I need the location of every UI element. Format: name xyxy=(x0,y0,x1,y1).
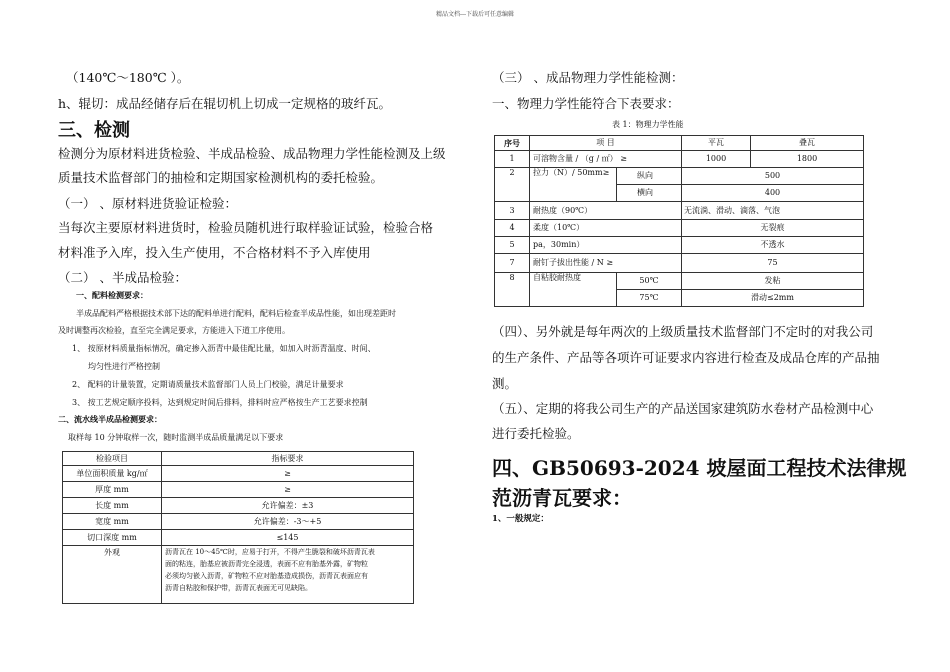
t2-item: 自粘胶耐热度 xyxy=(530,273,617,307)
batching-text-2: 及时调整再次检验，直至完全满足要求，方能进入下道工序使用。 xyxy=(58,326,290,335)
section-heading-inspection: 三、检测 xyxy=(58,120,130,141)
t1-appearance-line: 沥青瓦在 10～45℃时，应易于打开，不得产生脆裂和破坏沥青瓦表 xyxy=(165,548,375,556)
t1-row-value: ≤145 xyxy=(162,530,414,546)
t2-no: 5 xyxy=(495,237,530,254)
t1-appearance-line: 沥青自粘胶和保护带，沥青瓦表面无可见缺陷。 xyxy=(165,584,312,592)
section-heading-standard-1: 四、GB50693-2024 坡屋面工程技术法律规 xyxy=(492,456,907,480)
t2-header-item: 项 目 xyxy=(530,136,682,151)
t2-item: 耐钉子拔出性能 / N ≥ xyxy=(530,254,682,273)
t2-merged-value: 75 xyxy=(682,254,864,273)
t1-row-value: 允许偏差：±3 xyxy=(162,498,414,514)
t2-merged-value: 滑动≤2mm xyxy=(682,290,864,307)
t2-no: 4 xyxy=(495,220,530,237)
t2-merged-value: 400 xyxy=(682,185,864,202)
inspection-intro-1: 检测分为原材料进货检验、半成品检验、成品物理力学性能检测及上级 xyxy=(58,146,446,161)
batching-item-1b: 均匀性进行严格控制 xyxy=(88,362,160,371)
sampling-text: 取样每 10 分钟取样一次，随时监测半成品质量满足以下要求 xyxy=(68,433,284,442)
t2-item: 耐热度（90℃） xyxy=(530,202,682,220)
table-caption: 表 1：物理力学性能 xyxy=(612,120,684,129)
supervision-text-3: 测。 xyxy=(492,376,518,391)
t2-subitem: 75℃ xyxy=(617,290,682,307)
t2-item: 拉力（N）/ 50mm≥ xyxy=(530,168,617,202)
t2-no: 1 xyxy=(495,151,530,168)
roll-cut-text: h、辊切：成品经储存后在辊切机上切成一定规格的玻纤瓦。 xyxy=(58,96,392,111)
t2-merged-value: 发粘 xyxy=(682,273,864,290)
t1-row-value: ≥ xyxy=(162,466,414,482)
t2-no: 8 xyxy=(495,273,530,307)
t1-appearance-text xyxy=(162,546,414,604)
commission-text-1: （五）、定期的将我公司生产的产品送国家建筑防水卷材产品检测中心 xyxy=(492,401,874,416)
t1-row-label: 宽度 mm xyxy=(63,514,162,530)
t2-header-flat: 平瓦 xyxy=(682,136,751,151)
t1-header-item: 检验项目 xyxy=(63,452,162,466)
t2-item: pa，30min） xyxy=(530,237,682,254)
t2-laminated-value: 1800 xyxy=(751,151,864,168)
subsection-semi-product: （二） 、半成品检验： xyxy=(58,270,187,285)
raw-material-text-1: 当每次主要原材料进货时，检验员随机进行取样验证试验，检验合格 xyxy=(58,220,434,235)
subsection-raw-material: （一） 、原材料进货验证检验： xyxy=(58,196,237,211)
t2-merged-value: 不透水 xyxy=(682,237,864,254)
t2-no: 2 xyxy=(495,168,530,202)
batching-text-1: 半成品配料严格根据技术部下达的配料单进行配料，配料后检查半成品性能，如出现差距时 xyxy=(76,309,396,318)
commission-text-2: 进行委托检验。 xyxy=(492,426,580,441)
t2-item: 可溶物含量 / （g / ㎡） ≥ xyxy=(530,151,682,168)
t2-merged-value: 无流淌、滑动、滴落、气泡 xyxy=(682,202,864,220)
batching-item-3: 3、 按工艺规定顺序投料，达到规定时间后排料，排料时应严格按生产工艺要求控制 xyxy=(72,398,368,407)
line-inspection-heading: 二、流水线半成品检测要求： xyxy=(58,414,162,424)
batching-item-2: 2、 配料的计量装置，定期请质量技术监督部门人员上门校验，满足计量要求 xyxy=(72,380,344,389)
subsection-physical-test: （三） 、成品物理力学性能检测： xyxy=(492,70,684,85)
supervision-text-1: （四）、另外就是每年两次的上级质量技术监督部门不定时的对我公司 xyxy=(492,324,874,339)
process-temp-text: （140℃～180℃ ）。 xyxy=(66,70,190,85)
physical-properties-table xyxy=(494,135,864,307)
t2-flat-value: 1000 xyxy=(682,151,751,168)
t1-row-value: 允许偏差：-3～+5 xyxy=(162,514,414,530)
t2-merged-value: 500 xyxy=(682,168,864,185)
t1-row-value: ≥ xyxy=(162,482,414,498)
t1-row-label: 长度 mm xyxy=(63,498,162,514)
t2-subitem: 纵向 xyxy=(617,168,682,185)
t1-appearance-line: 面的粘连，胎基应被沥青完全浸透，表面不应有胎基外露，矿物粒 xyxy=(165,560,368,568)
t2-no: 7 xyxy=(495,254,530,273)
t2-header-laminated: 叠瓦 xyxy=(751,136,864,151)
t1-row-label: 切口深度 mm xyxy=(63,530,162,546)
batching-item-1a: 1、 按原材料质量指标情况，确定掺入沥青中最佳配比量，如加入时沥青温度、时间、 xyxy=(72,344,376,353)
supervision-text-2: 的生产条件、产品等各项许可证要求内容进行检查及成品仓库的产品抽 xyxy=(492,350,880,365)
section-heading-standard-2: 范沥青瓦要求： xyxy=(492,486,632,510)
physical-test-intro: 一、物理力学性能符合下表要求： xyxy=(492,96,680,111)
t1-appearance-line: 必须均匀嵌入沥青，矿物粒不应对胎基造成损伤，沥青瓦表面应有 xyxy=(165,572,368,580)
t2-item: 柔度（10℃） xyxy=(530,220,682,237)
batching-heading: 一、配料检测要求： xyxy=(76,290,148,300)
general-rules-heading: 1、一般规定： xyxy=(492,514,549,524)
page-header: 精品文档---下载后可任意编辑 xyxy=(435,11,515,18)
t2-subitem: 横向 xyxy=(617,185,682,202)
raw-material-text-2: 材料准予入库，投入生产使用，不合格材料不予入库使用 xyxy=(58,245,371,260)
t1-header-requirement: 指标要求 xyxy=(162,452,414,466)
t2-subitem: 50℃ xyxy=(617,273,682,290)
semi-product-table xyxy=(62,451,414,604)
t1-appearance-label: 外观 xyxy=(63,546,162,604)
t2-header-no: 序号 xyxy=(495,136,530,151)
inspection-intro-2: 质量技术监督部门的抽检和定期国家检测机构的委托检验。 xyxy=(58,170,384,185)
t1-row-label: 厚度 mm xyxy=(63,482,162,498)
t1-row-label: 单位面积质量 kg/㎡ xyxy=(63,466,162,482)
t2-merged-value: 无裂痕 xyxy=(682,220,864,237)
t2-no: 3 xyxy=(495,202,530,220)
